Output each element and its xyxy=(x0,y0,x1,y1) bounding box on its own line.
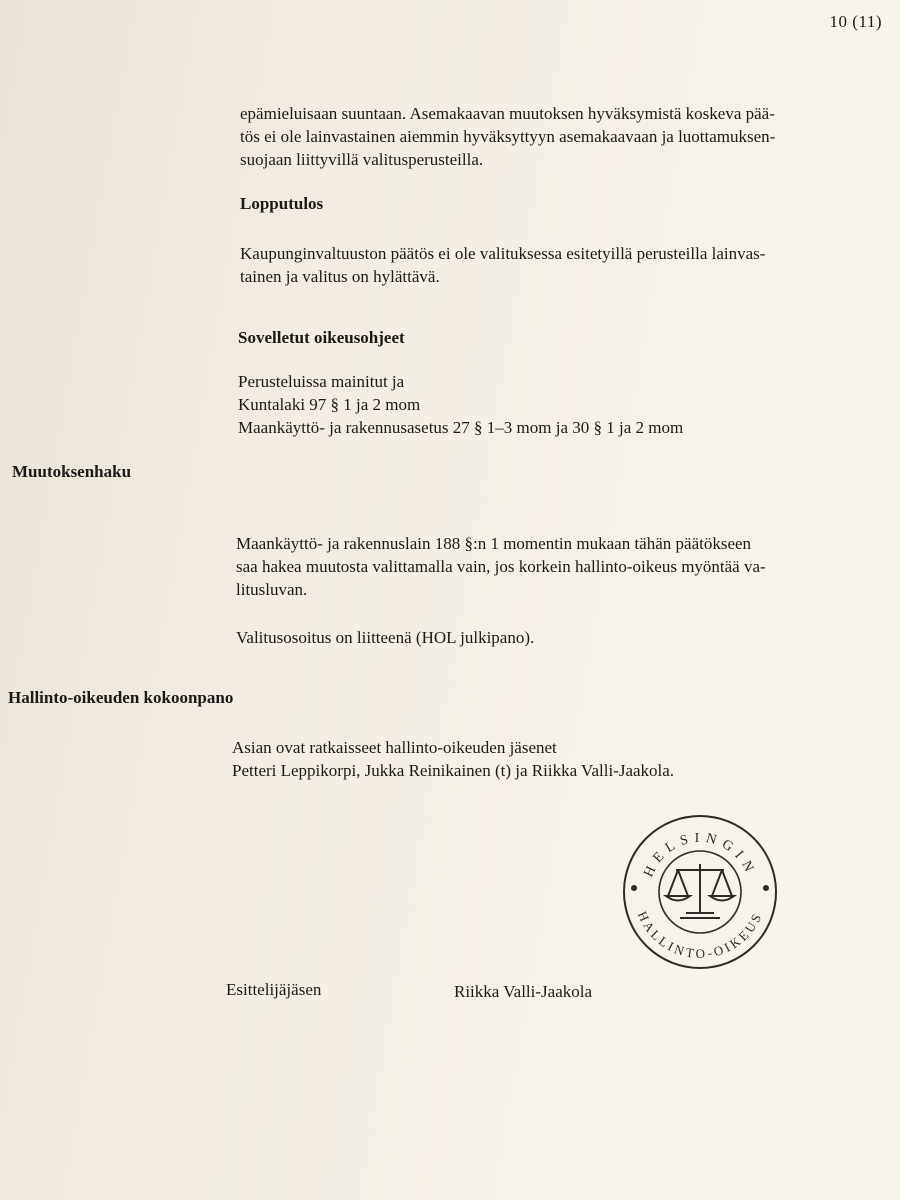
signature-name: Riikka Valli-Jaakola xyxy=(454,982,593,1001)
court-seal xyxy=(620,812,780,972)
lopputulos-line: Kaupunginvaltuuston päätös ei ole valituksessa esitetyillä perusteilla lainvas- xyxy=(240,244,766,263)
muutoksenhaku-heading: Muutoksenhaku xyxy=(12,462,132,481)
sovelletut-paragraph xyxy=(238,370,683,439)
muutoksenhaku-paragraph-1 xyxy=(236,532,766,601)
intro-line: epämieluisaan suuntaan. Asemakaavan muutoksen hyväksymistä koskeva pää- xyxy=(240,104,775,123)
sovelletut-line: Perusteluissa mainitut ja xyxy=(238,372,405,391)
intro-line: tös ei ole lainvastainen aiemmin hyväksyttyyn asemakaavaan ja luottamuksen- xyxy=(240,127,776,146)
muutoksenhaku-paragraph-2 xyxy=(236,626,534,649)
page-number: 10 (11) xyxy=(829,12,882,31)
seal-bottom-text: HALLINTO-OIKEUS xyxy=(634,908,766,962)
seal-top-text: HELSINGIN xyxy=(641,831,759,880)
sovelletut-heading: Sovelletut oikeusohjeet xyxy=(238,328,405,347)
kokoonpano-line: Petteri Leppikorpi, Jukka Reinikainen (t) ja Riikka Valli-Jaakola. xyxy=(232,761,675,780)
signature-role: Esittelijäjäsen xyxy=(226,980,322,999)
kokoonpano-heading: Hallinto-oikeuden kokoonpano xyxy=(8,688,234,707)
sovelletut-line: Maankäyttö- ja rakennusasetus 27 § 1–3 mom ja 30 § 1 ja 2 mom xyxy=(238,418,684,437)
muutoksenhaku-line: litusluvan. xyxy=(236,580,308,599)
lopputulos-heading: Lopputulos xyxy=(240,194,324,213)
intro-paragraph xyxy=(240,102,775,171)
muutoksenhaku-line: saa hakea muutosta valittamalla vain, jos korkein hallinto-oikeus myöntää va- xyxy=(236,557,766,576)
kokoonpano-line: Asian ovat ratkaisseet hallinto-oikeuden jäsenet xyxy=(232,738,557,757)
muutoksenhaku-line: Valitusosoitus on liitteenä (HOL julkipano). xyxy=(236,628,535,647)
intro-line: suojaan liittyvillä valitusperusteilla. xyxy=(240,150,484,169)
lopputulos-paragraph xyxy=(240,242,765,288)
scales-icon xyxy=(666,864,734,918)
muutoksenhaku-line: Maankäyttö- ja rakennuslain 188 §:n 1 momentin mukaan tähän päätökseen xyxy=(236,534,752,553)
kokoonpano-paragraph xyxy=(232,736,674,782)
sovelletut-line: Kuntalaki 97 § 1 ja 2 mom xyxy=(238,395,421,414)
lopputulos-line: tainen ja valitus on hylättävä. xyxy=(240,267,440,286)
